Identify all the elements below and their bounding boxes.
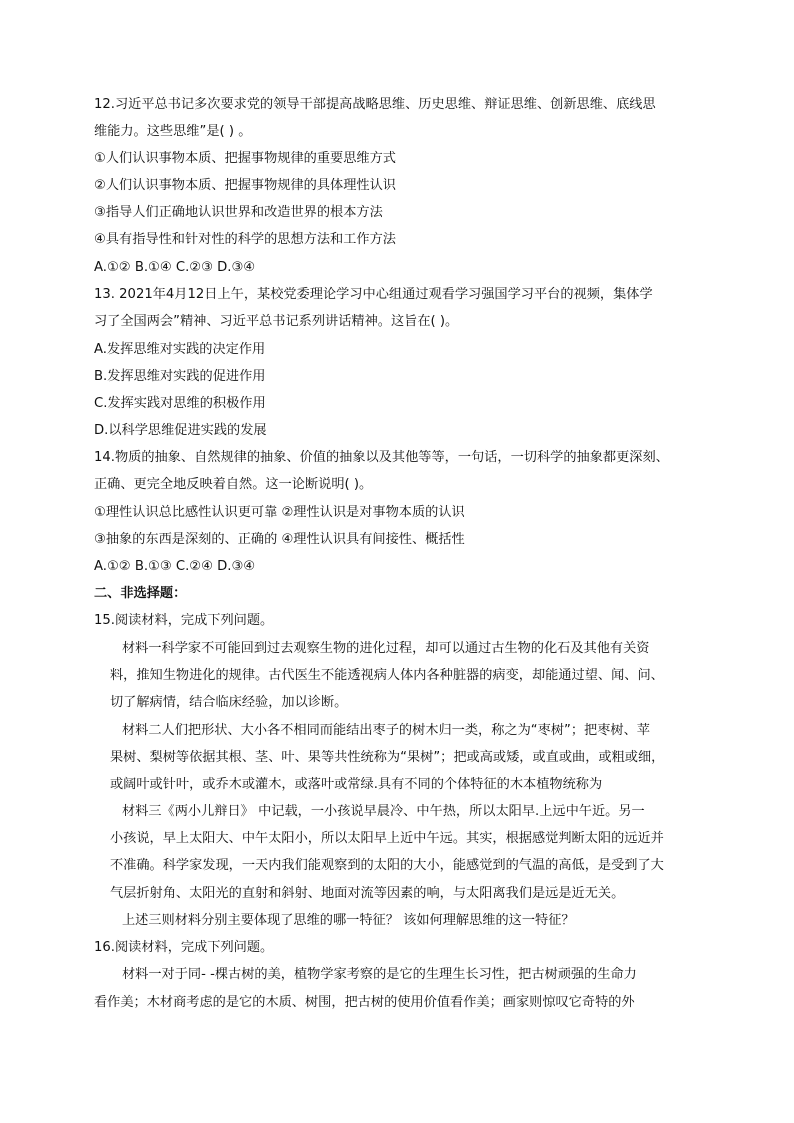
q12-option-1: ①人们认识事物本质、把握事物规律的重要思维方式: [94, 151, 396, 166]
q12-stem-line2: 维能力。这些思维”是( ) 。: [94, 124, 252, 139]
q13-stem-line2: 习了全国两会”精神、习近平总书记系列讲话精神。这旨在( )。: [94, 314, 459, 329]
q15-question: 上述三则材料分别主要体现了思维的哪一特征？ 该如何理解思维的这一特征？: [122, 913, 575, 928]
q12-option-2: ②人们认识事物本质、把握事物规律的具体理性认识: [94, 178, 396, 193]
q16-material1-line2: 看作美；木材商考虑的是它的木质、树围，把古树的使用价值看作美；画家则惊叹它奇特的外: [94, 995, 635, 1010]
q13-stem-line1: 13. 2021年4月12日上午，某校党委理论学习中心组通过观看学习强国学习平台的视频，集体学: [94, 287, 653, 302]
q14-options-line2: ③抽象的东西是深刻的、正确的 ④理性认识具有间接性、概括性: [94, 532, 465, 547]
q16-stem: 16.阅读材料，完成下列问题。: [94, 940, 274, 955]
q12-stem-line1: 12.习近平总书记多次要求党的领导干部提高战略思维、历史思维、辩证思维、创新思维、底线思: [94, 97, 656, 112]
q15-material3-line4: 气层折射角、太阳光的直射和斜射、地面对流等因素的响，与太阳离我们是远是近无关。: [110, 886, 625, 901]
q15-stem: 15.阅读材料，完成下列问题。: [94, 613, 274, 628]
q14-stem-line1: 14.物质的抽象、自然规律的抽象、价值的抽象以及其他等等，一句话，一切科学的抽象都更深刻、: [94, 450, 669, 465]
q13-option-a: A.发挥思维对实践的决定作用: [94, 342, 266, 357]
q12-choices: A.①② B.①④ C.②③ D.③④: [94, 260, 256, 275]
q13-option-b: B.发挥思维对实践的促进作用: [94, 369, 266, 384]
q13-option-c: C.发挥实践对思维的积极作用: [94, 396, 266, 411]
q15-material2-line1: 材料二人们把形状、大小各不相同而能结出枣子的树木归一类，称之为“枣树”；把枣树、苹: [122, 723, 650, 738]
q15-material1-line1: 材料一科学家不可能回到过去观察生物的进化过程，却可以通过古生物的化石及其他有关资: [122, 641, 650, 656]
q13-option-d: D.以科学思维促进实践的发展: [94, 423, 267, 438]
q15-material3-line1: 材料三《两小儿辩日》 中记载，一小孩说早晨冷、中午热，所以太阳早.上远中午近。另一: [122, 804, 645, 819]
q15-material2-line2: 果树、梨树等依据其根、茎、叶、果等共性统称为“果树”；把或高或矮，或直或曲，或粗或细，: [110, 750, 665, 765]
q16-material1-line1: 材料一对于同- -棵古树的美，植物学家考察的是它的生理生长习性，把古树顽强的生命力: [122, 967, 637, 982]
q15-material2-line3: 或阔叶或针叶，或乔木或灌木，或落叶或常绿.具有不同的个体特征的木本植物统称为: [110, 777, 603, 792]
q15-material1-line2: 料，推知生物进化的规律。古代医生不能透视病人体内各种脏器的病变，却能通过望、闻、问、: [110, 668, 664, 683]
q15-material1-line3: 切了解病情，结合临床经验，加以诊断。: [110, 695, 348, 710]
q12-option-3: ③指导人们正确地认识世界和改造世界的根本方法: [94, 205, 383, 220]
q14-options-line1: ①理性认识总比感性认识更可靠 ②理性认识是对事物本质的认识: [94, 505, 465, 520]
q14-stem-line2: 正确、更完全地反映着自然。这一论断说明( )。: [94, 477, 373, 492]
section-heading: 二、非选择题：: [94, 586, 187, 601]
q12-option-4: ④具有指导性和针对性的科学的思想方法和工作方法: [94, 232, 396, 247]
q15-material3-line2: 小孩说，早上太阳大、中午太阳小，所以太阳早上近中午远。其实，根据感觉判断太阳的远近并: [110, 831, 664, 846]
q14-choices: A.①② B.①③ C.②④ D.③④: [94, 559, 256, 574]
q15-material3-line3: 不准确。科学家发现，一天内我们能观察到的太阳的大小，能感觉到的气温的高低，是受到了大: [110, 858, 664, 873]
